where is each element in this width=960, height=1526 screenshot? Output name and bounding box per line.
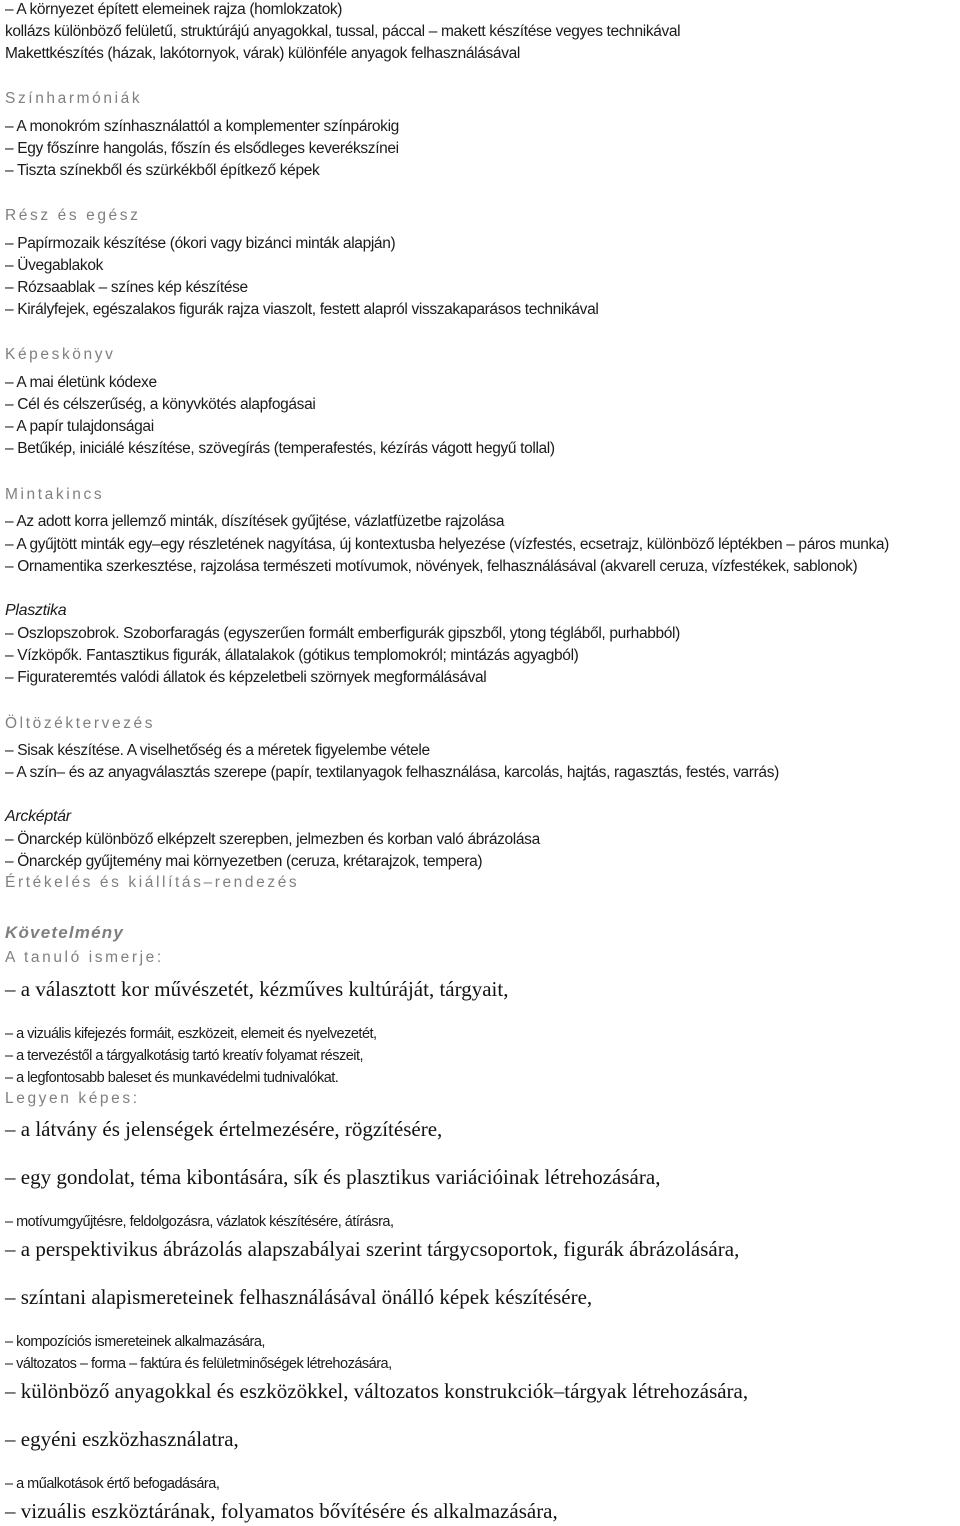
- list-item: – Papírmozaik készítése (ókori vagy bizánci minták alapján): [5, 235, 396, 252]
- list-item: – A szín– és az anyagválasztás szerepe (papír, textilanyagok felhasználása, karcolás, hajtás, ragasztás, festés, varrás): [5, 764, 779, 781]
- requirement-heading: Követelmény: [5, 923, 125, 942]
- list-item: Makettkészítés (házak, lakótornyok, várak) különféle anyagok felhasználásával: [5, 45, 520, 62]
- requirement-item: – színtani alapismereteinek felhasználásával önálló képek készítésére,: [5, 1285, 593, 1309]
- list-item: – motívumgyűjtésre, feldolgozásra, vázlatok készítésére, átírásra,: [5, 1214, 394, 1230]
- list-item: – A mai életünk kódexe: [5, 374, 157, 391]
- list-item: – Önarckép különböző elképzelt szerepben, jelmezben és korban való ábrázolása: [5, 831, 540, 848]
- list-item: – Egy főszínre hangolás, főszín és elsődleges keverékszínei: [5, 140, 399, 157]
- requirement-item: – egyéni eszközhasználatra,: [5, 1427, 239, 1451]
- list-item: – kompozíciós ismereteinek alkalmazására,: [5, 1334, 265, 1350]
- requirement-item: – a választott kor művészetét, kézműves kultúráját, tárgyait,: [5, 977, 509, 1001]
- section-heading: Plasztika: [5, 602, 67, 619]
- list-item: – Királyfejek, egészalakos figurák rajza viaszolt, festett alapról visszakaparásos technikával: [5, 301, 599, 318]
- list-item: – Cél és célszerűség, a könyvkötés alapfogásai: [5, 396, 316, 413]
- section-heading: Legyen képes:: [5, 1090, 140, 1107]
- section-heading: Értékelés és kiállítás–rendezés: [5, 874, 300, 891]
- section-heading: Rész és egész: [5, 207, 141, 224]
- list-item: – Oszlopszobrok. Szoborfaragás (egyszerűen formált emberfigurák gipszből, ytong tégláből, purhabból): [5, 625, 680, 642]
- section-heading: Öltözéktervezés: [5, 715, 156, 732]
- list-item: – Sisak készítése. A viselhetőség és a méretek figyelembe vétele: [5, 742, 430, 759]
- list-item: – Ornamentika szerkesztése, rajzolása természeti motívumok, növények, felhasználásával (akvarell ceruza, vízfestékek, sablonok): [5, 558, 858, 575]
- section-heading: Képeskönyv: [5, 346, 116, 363]
- list-item: – Figurateremtés valódi állatok és képzeletbeli szörnyek megformálásával: [5, 669, 487, 686]
- section-heading: Arcképtár: [5, 808, 71, 825]
- requirement-item: – a perspektivikus ábrázolás alapszabályai szerint tárgycsoportok, figurák ábrázolására,: [5, 1237, 740, 1261]
- section-heading: Mintakincs: [5, 486, 105, 503]
- list-item: – Önarckép gyűjtemény mai környezetben (ceruza, krétarajzok, tempera): [5, 853, 483, 870]
- requirement-item: – a látvány és jelenségek értelmezésére, rögzítésére,: [5, 1117, 443, 1141]
- list-item: – Rózsaablak – színes kép készítése: [5, 279, 248, 296]
- list-item: – a vizuális kifejezés formáit, eszközeit, elemeit és nyelvezetét,: [5, 1026, 377, 1042]
- list-item: – A papír tulajdonságai: [5, 418, 154, 435]
- list-item: – Üvegablakok: [5, 257, 103, 274]
- list-item: – a műalkotások értő befogadására,: [5, 1476, 220, 1492]
- requirement-item: – vizuális eszköztárának, folyamatos bővítésére és alkalmazására,: [5, 1499, 558, 1523]
- list-item: – a legfontosabb baleset és munkavédelmi tudnivalókat.: [5, 1070, 339, 1086]
- list-item: – Tiszta színekből és szürkékből építkező képek: [5, 162, 320, 179]
- section-heading: Színharmóniák: [5, 90, 143, 107]
- list-item: – Az adott korra jellemző minták, díszítések gyűjtése, vázlatfüzetbe rajzolása: [5, 513, 505, 530]
- list-item: kollázs különböző felületű, struktúrájú anyagokkal, tussal, páccal – makett készítése vegyes technikával: [5, 23, 681, 40]
- list-item: – A gyűjtött minták egy–egy részletének nagyítása, új kontextusba helyezése (vízfestés, ecsetrajz, különböző léptékben – páros munka): [5, 536, 889, 553]
- list-item: – változatos – forma – faktúra és felületminőségek létrehozására,: [5, 1356, 392, 1372]
- section-heading: A tanuló ismerje:: [5, 949, 164, 966]
- requirement-item: – egy gondolat, téma kibontására, sík és plasztikus variációinak létrehozására,: [5, 1165, 661, 1189]
- list-item: – a tervezéstől a tárgyalkotásig tartó kreatív folyamat részeit,: [5, 1048, 364, 1064]
- list-item: – Vízköpők. Fantasztikus figurák, állatalakok (gótikus templomokról; mintázás agyagból): [5, 647, 579, 664]
- list-item: – Betűkép, iniciálé készítése, szövegírás (temperafestés, kézírás vágott hegyű tollal): [5, 440, 555, 457]
- requirement-item: – különböző anyagokkal és eszközökkel, változatos konstrukciók–tárgyak létrehozására,: [5, 1379, 749, 1403]
- list-item: – A környezet épített elemeinek rajza (homlokzatok): [5, 1, 343, 18]
- list-item: – A monokróm színhasználattól a komplementer színpárokig: [5, 118, 399, 135]
